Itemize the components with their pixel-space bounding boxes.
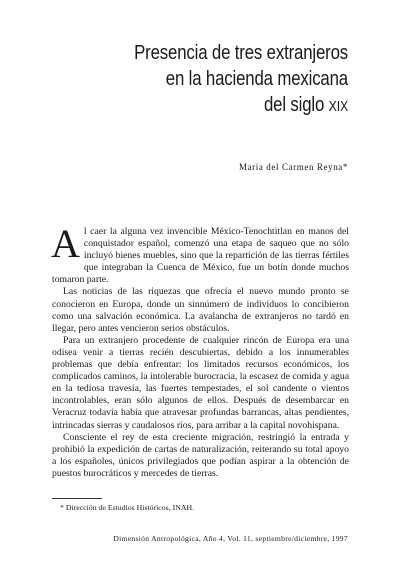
paragraph-2: Las noticias de las riquezas que ofrecía el nuevo mundo pronto se conocieron en Europa, donde un sinnúmero de individuos lo concibieron como una salvación económica. La avalancha de extranjeros no tardó en llegar, pero antes vencieron serios obstáculos. (52, 286, 349, 334)
footnote-rule (52, 498, 102, 499)
journal-footer: Dimensión Antropológica, Año 4, Vol. 11, septiembre/diciembre, 1997 (113, 534, 348, 543)
title-line-3 (102, 92, 348, 120)
paragraph-4: Consciente el rey de esta creciente migración, restringió la entrada y prohibió la expedición de cartas de naturalización, reiterando su total apoyo a los españoles, únicos privilegiados que podían aspirar a la obtención de puestos burocráticos y mercedes de tierras. (52, 431, 349, 479)
paragraph-1 (51, 221, 349, 286)
paragraph-1-text: l caer la alguna vez invencible México-Tenochtitlan en manos del conquistador español, comenzó una etapa de saqueo que no sólo incluyó bienes muebles, sino que la repartición de las tierras fértiles que integraban la Cuenca de México, fue un botín donde muchos tomaron parte. (52, 226, 349, 286)
article-title (102, 40, 348, 120)
title-line-1: Presencia de tres extranjeros (134, 41, 348, 64)
article-body (51, 221, 349, 480)
title-line-2: en la hacienda mexicana (165, 67, 348, 90)
drop-cap: A (51, 221, 80, 266)
title-century: XIX (328, 98, 348, 115)
footnote: * Dirección de Estudios Históricos, INAH. (60, 503, 195, 512)
title-line-3-text: del siglo (263, 93, 325, 116)
author-name: María del Carmen Reyna* (238, 162, 348, 172)
paragraph-3: Para un extranjero procedente de cualquier rincón de Europa era una odisea venir a tierras recién descubiertas, debido a los innumerables problemas que debía enfrentar: los limitados recursos económicos, los complicados caminos, la intolerable burocracia, la escasez de comida y agua en la tediosa travesía, las fuertes tempestades, el sol candente o vientos incontrolables, eran sólo algunos de ellos. Después de desembarcar en Veracruz todavía había que atravesar profundas barrancas, altas pendientes, intrincadas sierras y caudalosos ríos, para arribar a la capital novohispana. (52, 334, 349, 431)
